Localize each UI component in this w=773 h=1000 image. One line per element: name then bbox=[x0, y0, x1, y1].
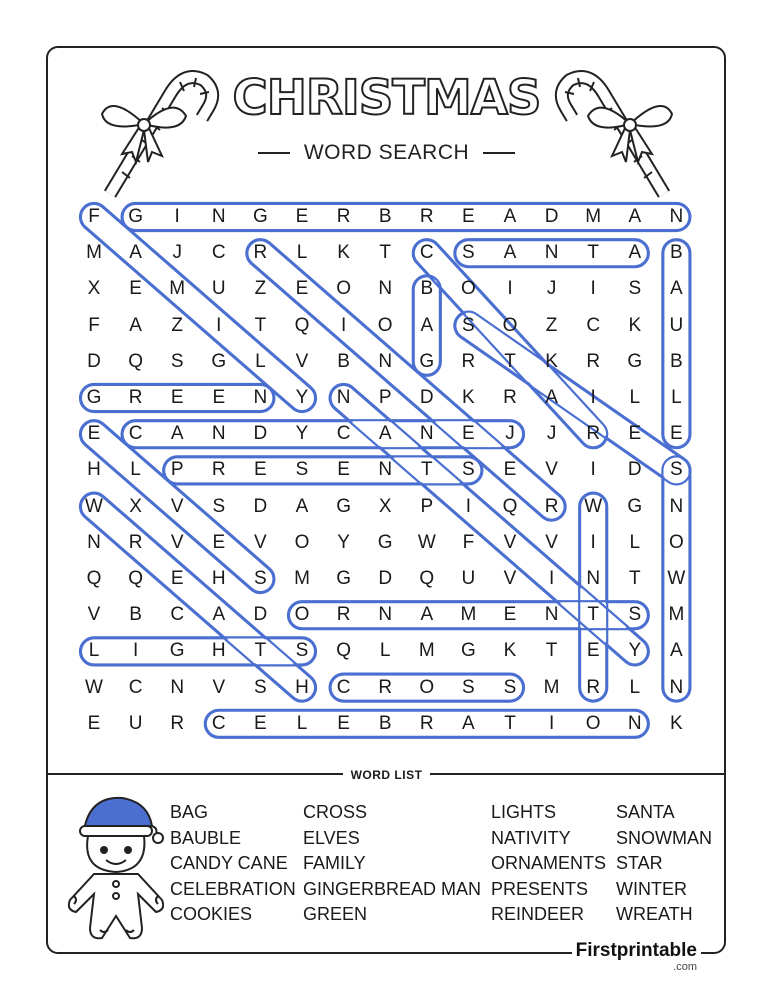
grid-letter[interactable]: E bbox=[337, 712, 350, 734]
grid-letter[interactable]: B bbox=[420, 278, 434, 300]
grid-letter[interactable]: J bbox=[505, 423, 515, 445]
grid-letter[interactable]: D bbox=[253, 495, 268, 517]
grid-letter[interactable]: V bbox=[503, 531, 517, 553]
grid-letter[interactable]: N bbox=[336, 387, 351, 408]
grid-letter[interactable]: V bbox=[295, 350, 309, 372]
grid-letter[interactable]: B bbox=[378, 206, 392, 227]
grid-letter[interactable]: G bbox=[627, 495, 643, 517]
grid-letter[interactable]: C bbox=[336, 423, 351, 445]
grid-letter[interactable]: W bbox=[667, 568, 686, 589]
word-list-item: CANDY CANE bbox=[170, 853, 288, 874]
grid-letter[interactable]: N bbox=[627, 712, 642, 734]
grid-letter[interactable]: O bbox=[669, 531, 684, 553]
brand-name: Firstprintable bbox=[575, 940, 697, 961]
word-list-item: WREATH bbox=[616, 904, 693, 925]
grid-letter[interactable]: E bbox=[295, 278, 309, 300]
grid-letter[interactable]: X bbox=[129, 495, 142, 517]
grid-letter[interactable]: R bbox=[253, 242, 268, 264]
grid-letter[interactable]: J bbox=[172, 242, 182, 264]
word-list-item: LIGHTS bbox=[491, 802, 557, 822]
grid-letter[interactable]: T bbox=[254, 640, 267, 662]
word-search-grid[interactable] bbox=[74, 200, 699, 750]
grid-letter[interactable]: L bbox=[629, 531, 641, 553]
grid-letter[interactable]: I bbox=[174, 206, 180, 227]
grid-letter[interactable]: I bbox=[216, 314, 222, 336]
grid-letter[interactable]: C bbox=[211, 242, 226, 264]
grid-letter[interactable]: M bbox=[418, 640, 435, 662]
grid-letter[interactable]: A bbox=[170, 423, 184, 445]
grid-letter[interactable]: T bbox=[545, 640, 558, 662]
grid-letter[interactable]: N bbox=[87, 531, 101, 553]
grid-letter[interactable]: A bbox=[420, 604, 434, 626]
grid-letter[interactable]: C bbox=[211, 712, 226, 734]
grid-letter[interactable]: A bbox=[670, 278, 683, 300]
word-list-item: BAUBLE bbox=[170, 827, 242, 848]
grid-letter[interactable]: B bbox=[337, 350, 350, 372]
grid-letter[interactable]: A bbox=[503, 242, 517, 264]
grid-letter[interactable]: E bbox=[129, 278, 142, 300]
word-list-item: GREEN bbox=[303, 904, 368, 925]
grid-letter[interactable]: S bbox=[670, 459, 683, 481]
grid-letter[interactable]: L bbox=[130, 459, 141, 481]
grid-letter[interactable]: E bbox=[337, 459, 350, 481]
grid-letter[interactable]: S bbox=[254, 676, 267, 698]
grid-letter[interactable]: S bbox=[462, 314, 475, 336]
grid-letter[interactable]: R bbox=[170, 712, 185, 734]
grid-letter[interactable]: V bbox=[170, 495, 184, 517]
word-list-item: BAG bbox=[170, 802, 209, 822]
grid-letter[interactable]: W bbox=[85, 495, 103, 517]
grid-letter[interactable]: L bbox=[88, 640, 100, 662]
grid-letter[interactable]: I bbox=[465, 495, 472, 517]
grid-letter[interactable]: Y bbox=[337, 531, 350, 553]
grid-letter[interactable]: T bbox=[254, 314, 267, 336]
word-list-column bbox=[616, 800, 712, 928]
grid-letter[interactable]: G bbox=[86, 387, 102, 408]
grid-letter[interactable]: M bbox=[668, 604, 685, 626]
grid-letter[interactable]: L bbox=[671, 387, 682, 408]
grid-letter[interactable]: S bbox=[170, 350, 184, 372]
grid-letter[interactable]: Z bbox=[171, 314, 183, 336]
grid-letter[interactable]: M bbox=[169, 278, 186, 300]
grid-letter[interactable]: W bbox=[85, 676, 103, 698]
grid-letter[interactable]: D bbox=[378, 568, 393, 589]
word-list-item: ORNAMENTS bbox=[491, 853, 607, 874]
word-list-item: NATIVITY bbox=[491, 827, 571, 848]
grid-letter[interactable]: S bbox=[628, 604, 642, 626]
grid-letter[interactable]: T bbox=[587, 242, 599, 264]
grid-letter[interactable]: K bbox=[337, 242, 350, 264]
grid-letter[interactable]: B bbox=[670, 242, 683, 264]
grid-letter[interactable]: D bbox=[544, 206, 559, 227]
grid-letter[interactable]: C bbox=[170, 604, 185, 626]
grid-letter[interactable]: T bbox=[420, 459, 433, 481]
grid-letter[interactable]: G bbox=[336, 495, 351, 517]
grid-letter[interactable]: U bbox=[669, 314, 684, 336]
grid-letter[interactable]: S bbox=[295, 640, 309, 662]
grid-letter[interactable]: N bbox=[544, 604, 559, 626]
grid-letter[interactable]: Q bbox=[128, 568, 143, 589]
word-list-item: COOKIES bbox=[170, 904, 253, 925]
grid-letter[interactable]: R bbox=[544, 495, 559, 517]
grid-letter[interactable]: R bbox=[503, 387, 517, 408]
grid-letter[interactable]: D bbox=[253, 423, 268, 445]
grid-letter[interactable]: P bbox=[378, 387, 392, 408]
grid-letter[interactable]: I bbox=[507, 278, 513, 300]
page-subtitle: WORD SEARCH bbox=[303, 141, 470, 164]
grid-letter[interactable]: E bbox=[254, 712, 267, 734]
grid-letter[interactable]: A bbox=[420, 314, 434, 336]
grid-letter[interactable]: S bbox=[462, 676, 475, 698]
page-title: CHRISTMAS bbox=[232, 70, 541, 126]
word-list-item: WINTER bbox=[616, 878, 687, 899]
grid-letter[interactable]: V bbox=[503, 568, 517, 589]
grid-letter[interactable]: S bbox=[212, 495, 226, 517]
grid-letter[interactable]: I bbox=[340, 314, 347, 336]
grid-letter[interactable]: K bbox=[670, 712, 683, 734]
subtitle-row bbox=[0, 141, 773, 165]
grid-letter[interactable]: Q bbox=[128, 350, 143, 372]
grid-letter[interactable]: R bbox=[586, 423, 601, 445]
grid-letter[interactable]: W bbox=[584, 495, 603, 517]
grid-letter[interactable]: O bbox=[502, 314, 518, 336]
grid-letter[interactable]: D bbox=[87, 350, 101, 372]
grid-letter[interactable]: A bbox=[628, 242, 642, 264]
grid-letter[interactable]: H bbox=[211, 568, 226, 589]
grid-letter[interactable]: K bbox=[628, 314, 642, 336]
word-list-item: STAR bbox=[616, 853, 663, 874]
grid-letter[interactable]: Y bbox=[628, 640, 642, 662]
grid-letter[interactable]: T bbox=[587, 604, 599, 626]
grid-letter[interactable]: A bbox=[212, 604, 226, 626]
grid-letter[interactable]: F bbox=[88, 314, 100, 336]
grid-letter[interactable]: B bbox=[378, 712, 392, 734]
grid-letter[interactable]: K bbox=[545, 350, 558, 372]
grid-letter[interactable]: O bbox=[294, 604, 310, 626]
grid-letter[interactable]: W bbox=[417, 531, 436, 553]
grid-letter[interactable]: D bbox=[419, 387, 434, 408]
grid-letter[interactable]: M bbox=[460, 604, 477, 626]
grid-letter[interactable]: L bbox=[296, 242, 308, 264]
grid-letter[interactable]: R bbox=[586, 350, 601, 372]
grid-letter[interactable]: R bbox=[128, 531, 143, 553]
grid-letter[interactable]: N bbox=[669, 206, 684, 227]
grid-letter[interactable]: A bbox=[503, 206, 517, 227]
grid-letter[interactable]: O bbox=[336, 278, 351, 300]
grid-letter[interactable]: E bbox=[628, 423, 642, 445]
grid-letter[interactable]: O bbox=[377, 314, 393, 336]
grid-letter[interactable]: V bbox=[545, 531, 558, 553]
grid-letter[interactable]: B bbox=[670, 350, 683, 372]
grid-letter[interactable]: D bbox=[253, 604, 268, 626]
grid-letter[interactable]: I bbox=[590, 531, 596, 553]
grid-letter[interactable]: I bbox=[548, 712, 555, 734]
grid-letter[interactable]: E bbox=[503, 604, 517, 626]
grid-letter[interactable]: E bbox=[87, 423, 101, 445]
brand-logo bbox=[572, 941, 701, 973]
word-list-item: SANTA bbox=[616, 802, 675, 822]
grid-letter[interactable]: A bbox=[545, 387, 558, 408]
subtitle-rule-left bbox=[258, 152, 290, 154]
grid-letter[interactable]: Q bbox=[336, 640, 351, 662]
grid-letter[interactable]: N bbox=[378, 604, 393, 626]
word-list-column bbox=[303, 800, 481, 928]
word-list-item: SNOWMAN bbox=[616, 827, 712, 848]
word-list-item: GINGERBREAD MAN bbox=[303, 878, 482, 899]
grid-letter[interactable]: E bbox=[87, 712, 101, 734]
grid-letter[interactable]: Z bbox=[545, 314, 558, 336]
grid-letter[interactable]: S bbox=[503, 676, 517, 698]
grid-letter[interactable]: C bbox=[419, 242, 434, 264]
grid-letter[interactable]: Y bbox=[295, 387, 309, 408]
grid-letter[interactable]: C bbox=[128, 676, 143, 698]
grid-letter[interactable]: G bbox=[253, 206, 268, 227]
grid-letter[interactable]: R bbox=[128, 387, 143, 408]
grid-letter[interactable]: E bbox=[170, 568, 184, 589]
grid-letter[interactable]: R bbox=[336, 604, 351, 626]
grid-letter[interactable]: Y bbox=[295, 423, 309, 445]
grid-letter[interactable]: L bbox=[255, 350, 266, 372]
grid-letter[interactable]: N bbox=[669, 676, 684, 698]
grid-letter[interactable]: I bbox=[590, 387, 596, 408]
word-list-heading-row bbox=[0, 766, 773, 784]
grid-letter[interactable]: I bbox=[132, 640, 139, 662]
grid-letter[interactable]: N bbox=[170, 676, 185, 698]
grid-letter[interactable]: E bbox=[462, 206, 475, 227]
grid-letter[interactable]: R bbox=[461, 350, 476, 372]
grid-letter[interactable]: S bbox=[628, 278, 642, 300]
grid-letter[interactable]: L bbox=[629, 676, 641, 698]
grid-letter[interactable]: O bbox=[294, 531, 310, 553]
grid-letter[interactable]: N bbox=[211, 206, 226, 227]
grid-letter[interactable]: N bbox=[378, 459, 393, 481]
grid-letter[interactable]: F bbox=[462, 531, 475, 553]
grid-letter[interactable]: D bbox=[627, 459, 642, 481]
grid-letter[interactable]: E bbox=[295, 206, 309, 227]
grid-letter[interactable]: X bbox=[378, 495, 392, 517]
grid-letter[interactable]: A bbox=[628, 206, 642, 227]
grid-letter[interactable]: N bbox=[419, 423, 434, 445]
grid-letter[interactable]: H bbox=[87, 459, 101, 481]
grid-letter[interactable]: J bbox=[546, 278, 557, 300]
grid-letter[interactable]: Q bbox=[419, 568, 435, 589]
grid-letter[interactable]: C bbox=[128, 423, 143, 445]
word-list-item: CROSS bbox=[303, 802, 368, 822]
grid-letter[interactable]: G bbox=[336, 568, 351, 589]
grid-letter[interactable]: C bbox=[336, 676, 351, 698]
word-list-column bbox=[491, 800, 606, 928]
grid-letter[interactable]: G bbox=[461, 640, 476, 662]
grid-letter[interactable]: O bbox=[461, 278, 476, 300]
grid-letter[interactable]: T bbox=[628, 568, 641, 589]
grid-letter[interactable]: G bbox=[211, 350, 227, 372]
grid-letter[interactable]: S bbox=[295, 459, 309, 481]
grid-letter[interactable]: G bbox=[419, 350, 435, 372]
grid-letter[interactable]: N bbox=[544, 242, 559, 264]
grid-letter[interactable]: A bbox=[670, 640, 683, 662]
grid-letter[interactable]: P bbox=[420, 495, 434, 517]
grid-letter[interactable]: U bbox=[128, 712, 143, 734]
grid-letter[interactable]: R bbox=[419, 712, 434, 734]
grid-letter[interactable]: A bbox=[129, 314, 142, 336]
grid-letter[interactable]: H bbox=[211, 640, 226, 662]
grid-letter[interactable]: N bbox=[378, 350, 393, 372]
grid-letter[interactable]: B bbox=[129, 604, 142, 626]
grid-letter[interactable]: N bbox=[669, 495, 684, 517]
grid-letter[interactable]: R bbox=[378, 676, 393, 698]
grid-letter[interactable]: I bbox=[548, 568, 555, 589]
grid-letter[interactable]: A bbox=[378, 423, 392, 445]
grid-letter[interactable]: M bbox=[294, 568, 310, 589]
grid-letter[interactable]: G bbox=[128, 206, 143, 227]
grid-letter[interactable]: R bbox=[211, 459, 226, 481]
grid-letter[interactable]: K bbox=[503, 640, 517, 662]
word-list-item: ELVES bbox=[303, 827, 360, 848]
word-list-column bbox=[170, 800, 296, 928]
grid-letter[interactable]: E bbox=[254, 459, 267, 481]
grid-letter[interactable]: Q bbox=[86, 568, 102, 589]
grid-letter[interactable]: N bbox=[211, 423, 226, 445]
grid-letter[interactable]: E bbox=[586, 640, 600, 662]
word-list-heading: WORD LIST bbox=[343, 768, 431, 782]
grid-letter[interactable]: V bbox=[87, 604, 101, 626]
grid-letter[interactable]: M bbox=[86, 242, 102, 264]
subtitle-rule-right bbox=[483, 152, 515, 154]
grid-letter[interactable]: U bbox=[461, 568, 476, 589]
grid-letter[interactable]: G bbox=[169, 640, 185, 662]
grid-letter[interactable]: Q bbox=[502, 495, 518, 517]
grid-letter[interactable]: A bbox=[295, 495, 309, 517]
grid-letter[interactable]: U bbox=[211, 278, 226, 300]
grid-letter[interactable]: L bbox=[296, 712, 308, 734]
grid-letter[interactable]: R bbox=[419, 206, 434, 227]
grid-letter[interactable]: L bbox=[379, 640, 391, 662]
grid-letter[interactable]: M bbox=[543, 676, 560, 698]
grid-letter[interactable]: V bbox=[545, 459, 558, 481]
grid-letter[interactable]: E bbox=[462, 423, 475, 445]
grid-letter[interactable]: T bbox=[504, 712, 516, 734]
grid-letter[interactable]: C bbox=[586, 314, 601, 336]
grid-letter[interactable]: F bbox=[88, 206, 100, 227]
grid-letter[interactable]: H bbox=[295, 676, 309, 698]
grid-letter[interactable]: S bbox=[254, 568, 267, 589]
grid-letter[interactable]: E bbox=[212, 531, 226, 553]
grid-letter[interactable]: X bbox=[87, 278, 101, 300]
word-list-item: FAMILY bbox=[303, 853, 366, 874]
brand-tld: .com bbox=[673, 961, 697, 973]
grid-letter[interactable]: J bbox=[546, 423, 557, 445]
grid-letter[interactable]: G bbox=[627, 350, 643, 372]
word-list-item: CELEBRATION bbox=[170, 878, 296, 899]
grid-letter[interactable]: L bbox=[629, 387, 641, 408]
grid-letter[interactable]: A bbox=[129, 242, 142, 264]
grid-letter[interactable]: S bbox=[462, 242, 475, 264]
grid-letter[interactable]: S bbox=[462, 459, 475, 481]
grid-letter[interactable]: N bbox=[253, 387, 268, 408]
word-list-item: REINDEER bbox=[491, 904, 585, 925]
grid-letter[interactable]: Z bbox=[254, 278, 267, 300]
grid-letter[interactable]: V bbox=[170, 531, 184, 553]
word-list bbox=[0, 800, 773, 940]
grid-letter[interactable]: R bbox=[336, 206, 351, 227]
grid-letter[interactable]: E bbox=[503, 459, 517, 481]
grid-letter[interactable]: N bbox=[586, 568, 601, 589]
grid-letter[interactable]: E bbox=[670, 423, 683, 445]
grid-letter[interactable]: P bbox=[170, 459, 184, 481]
grid-letter[interactable]: O bbox=[585, 712, 601, 734]
grid-letter[interactable]: E bbox=[212, 387, 226, 408]
grid-letter[interactable]: T bbox=[379, 242, 391, 264]
grid-letter[interactable]: T bbox=[504, 350, 516, 372]
grid-letter[interactable]: O bbox=[419, 676, 435, 698]
grid-letter[interactable]: V bbox=[212, 676, 226, 698]
grid-letter[interactable]: Q bbox=[294, 314, 310, 336]
word-list-item: PRESENTS bbox=[491, 878, 589, 899]
grid-letter[interactable]: I bbox=[590, 459, 596, 481]
grid-letter[interactable]: E bbox=[170, 387, 184, 408]
grid-letter[interactable]: N bbox=[378, 278, 393, 300]
grid-letter[interactable]: M bbox=[585, 206, 602, 227]
grid-letter[interactable]: K bbox=[462, 387, 475, 408]
grid-letter[interactable]: R bbox=[586, 676, 601, 698]
grid-letter[interactable]: I bbox=[590, 278, 596, 300]
grid-letter[interactable]: G bbox=[377, 531, 393, 553]
grid-letter[interactable]: A bbox=[462, 712, 475, 734]
grid-letter[interactable]: V bbox=[254, 531, 267, 553]
